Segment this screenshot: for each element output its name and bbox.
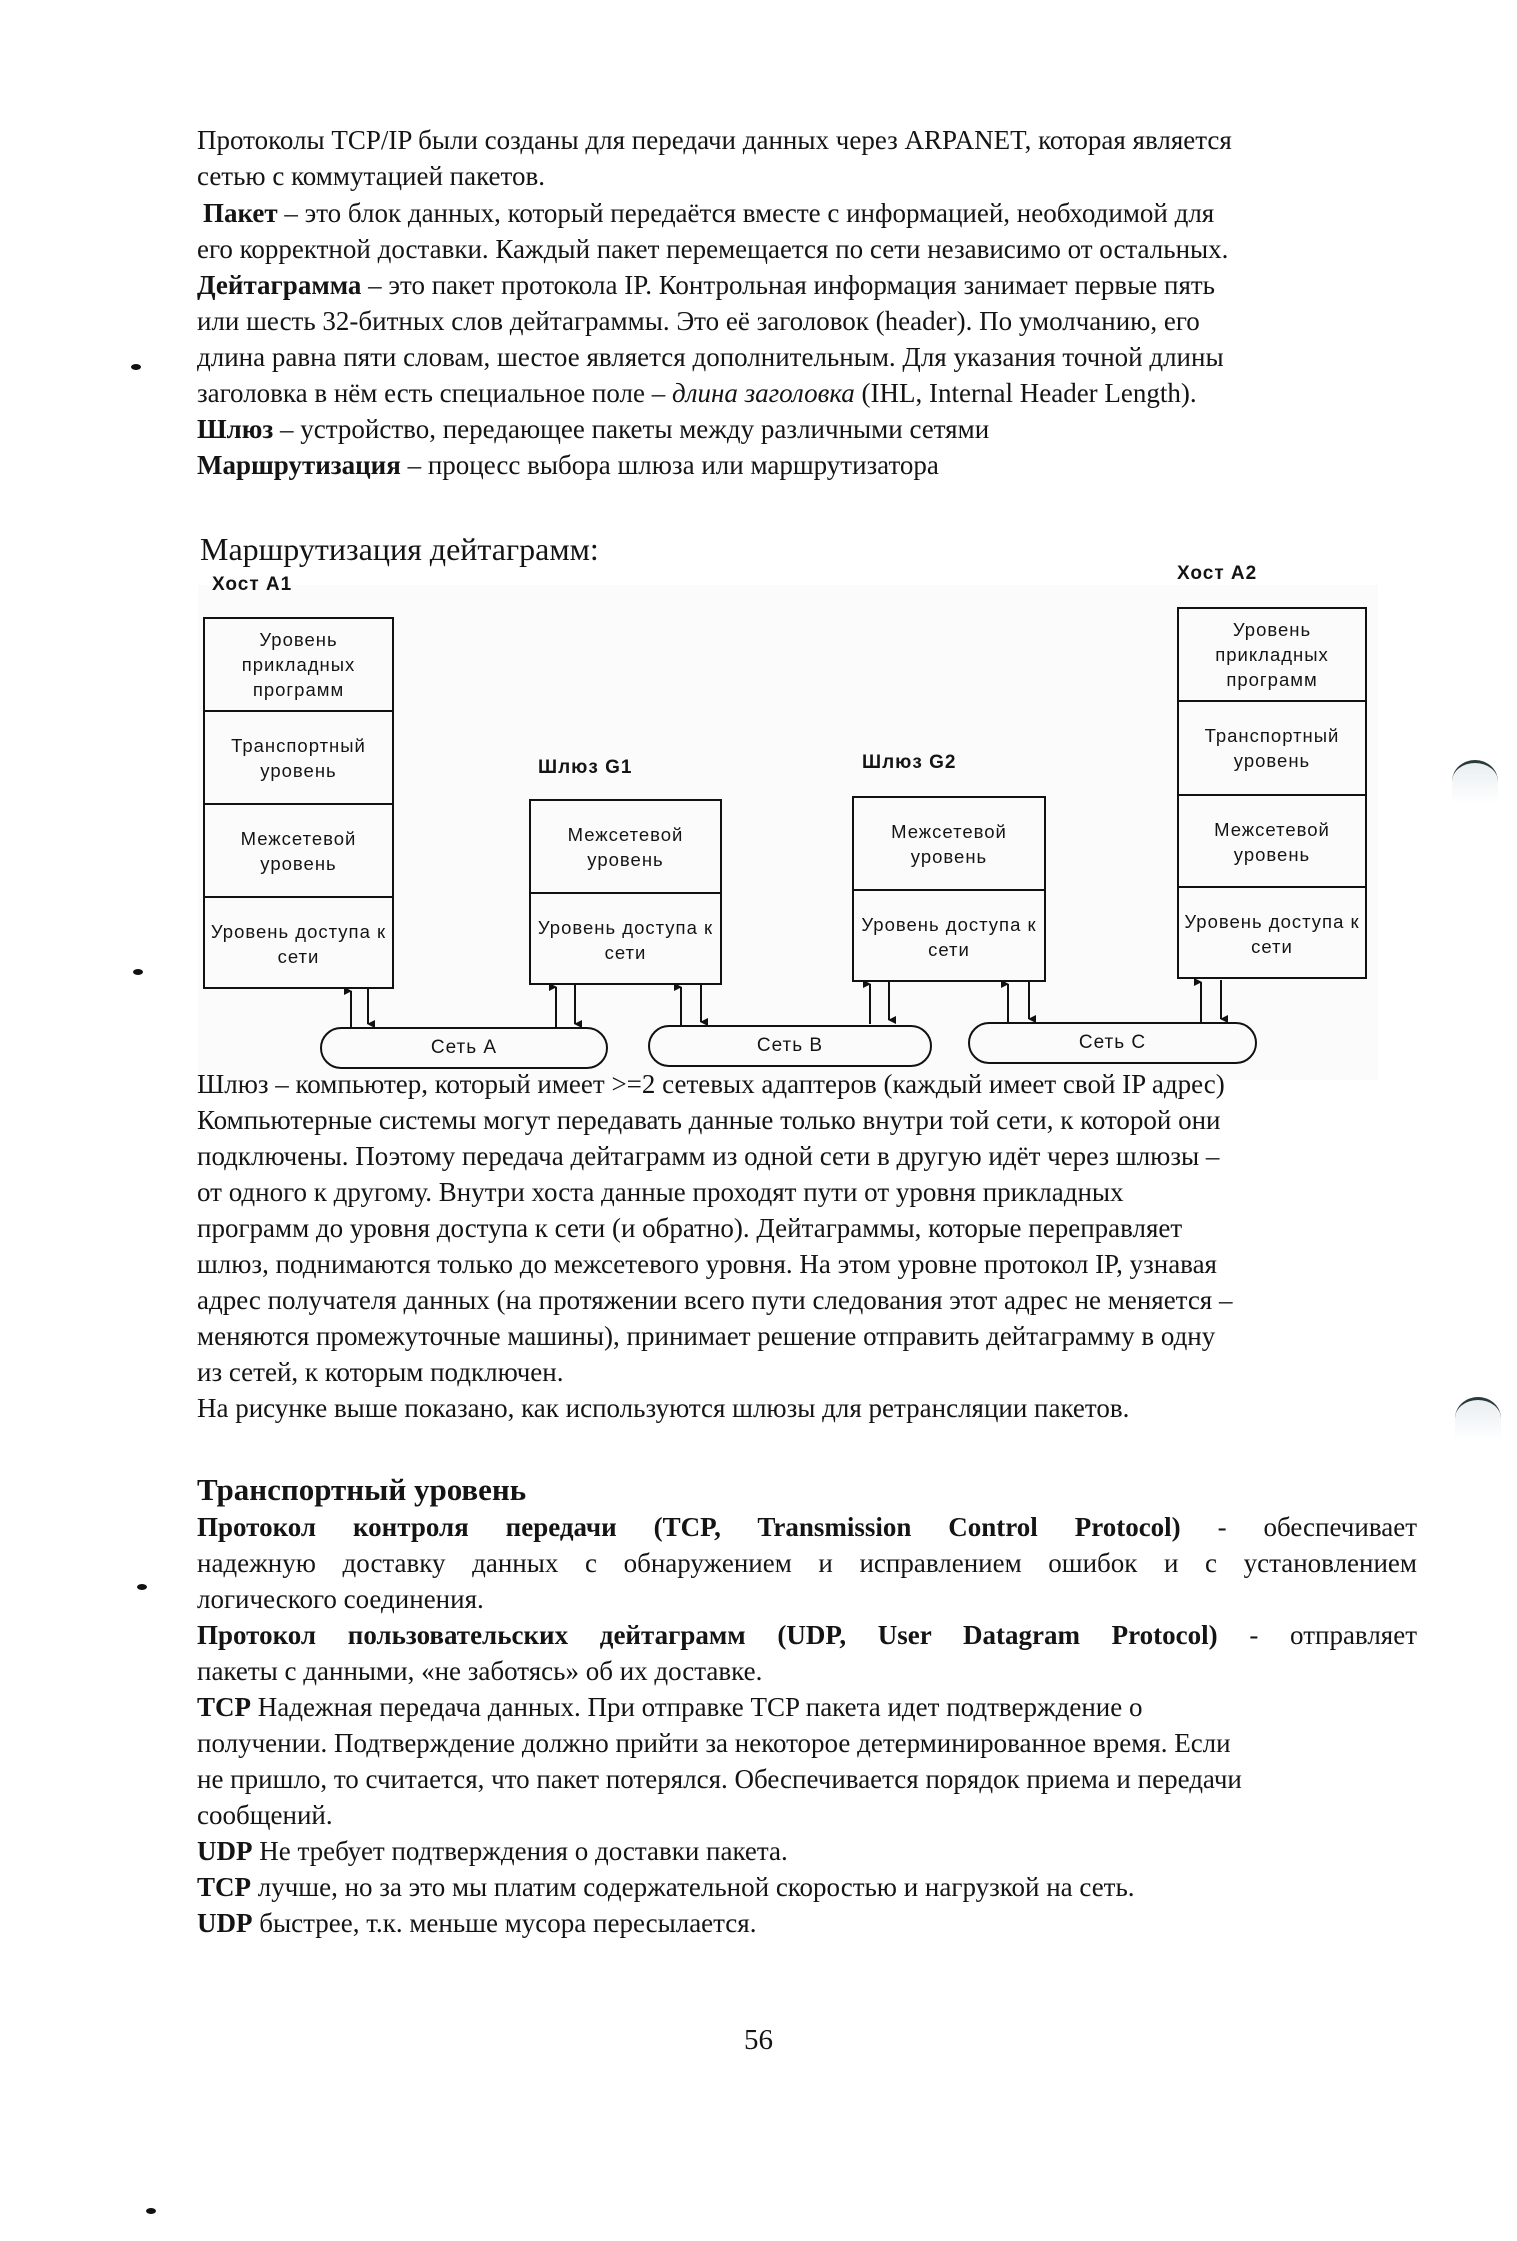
term-udp: UDP — [197, 1908, 253, 1938]
term-tcp-full: Протокол контроля передачи (TCP, Transmission Control Protocol) — [197, 1512, 1181, 1542]
udp-note-1: UDP Не требует подтверждения о доставки пакета. — [197, 1836, 788, 1866]
gateway-text-line-7: адрес получателя данных (на протяжении всего пути следования этот адрес не меняется – — [197, 1285, 1233, 1315]
definition-routing: Маршрутизация – процесс выбора шлюза или маршрутизатора — [197, 450, 939, 480]
scan-mark — [137, 1584, 147, 1590]
term-routing: Маршрутизация — [197, 450, 401, 480]
term-tcp: TCP — [197, 1872, 251, 1902]
tcp-definition-line-1: Протокол контроля передачи (TCP, Transmission Control Protocol) - обеспечивает — [197, 1512, 1417, 1542]
gateway-text-line-2: Компьютерные системы могут передавать данные только внутри той сети, к которой они — [197, 1105, 1221, 1135]
gateway-text-line-5: программ до уровня доступа к сети (и обратно). Дейтаграммы, которые переправляет — [197, 1213, 1183, 1243]
network-a: Сеть A — [320, 1027, 608, 1069]
section-heading-transport: Транспортный уровень — [197, 1472, 527, 1507]
definition-gateway: Шлюз – устройство, передающее пакеты между различными сетями — [197, 414, 990, 444]
gateway-text-line-8: меняются промежуточные машины), принимает решение отправить дейтаграмму в одну — [197, 1321, 1216, 1351]
tcp-note-line-1: TCP Надежная передача данных. При отправке TCP пакета идет подтверждение о — [197, 1692, 1143, 1722]
layer-internet: Межсетевой уровень — [1179, 794, 1365, 887]
scan-mark — [131, 364, 141, 370]
definition-datagram-line-4: заголовка в нём есть специальное поле – длина заголовка (IHL, Internal Header Length). — [197, 378, 1197, 408]
ihl-term: длина заголовка — [672, 378, 855, 408]
definition-packet-line-2: его корректной доставки. Каждый пакет перемещается по сети независимо от остальных. — [197, 234, 1229, 264]
udp-definition-line-2: пакеты с данными, «не заботясь» об их доставке. — [197, 1656, 763, 1686]
layer-network-access: Уровень доступа к сети — [854, 889, 1044, 982]
udp-definition-line-1: Протокол пользовательских дейтаграмм (UDP, User Datagram Protocol) - отправляет — [197, 1620, 1417, 1650]
layer-application: Уровень прикладных программ — [241, 629, 356, 700]
definition-packet: Пакет – это блок данных, который передаётся вместе с информацией, необходимой для — [203, 198, 1215, 228]
layer-internet: Межсетевой уровень — [205, 803, 392, 896]
layer-network-access: Уровень доступа к сети — [205, 896, 392, 989]
host-a2-stack — [1177, 607, 1367, 979]
gateway-text-line-3: подключены. Поэтому передача дейтаграмм из одной сети в другую идёт через шлюзы – — [197, 1141, 1220, 1171]
intro-line-2: сетью с коммутацией пакетов. — [197, 161, 545, 191]
tcp-note-line-2: получении. Подтверждение должно прийти за некоторое детерминированное время. Если — [197, 1728, 1231, 1758]
layer-internet: Межсетевой уровень — [891, 820, 1007, 867]
page-number: 56 — [744, 2024, 773, 2056]
diagram-title: Маршрутизация дейтаграмм: — [200, 531, 599, 567]
scan-mark — [146, 2208, 156, 2214]
gateway-text-line-9: из сетей, к которым подключен. — [197, 1357, 564, 1387]
term-udp: UDP — [197, 1836, 253, 1866]
gateway-g1-stack — [529, 799, 722, 985]
term-packet: Пакет — [203, 198, 278, 228]
gateway-text-line-6: шлюз, поднимаются только до межсетевого уровня. На этом уровне протокол IP, узнавая — [197, 1249, 1217, 1279]
host-a1-stack — [203, 617, 394, 989]
host-a2-label: Хост A2 — [1177, 563, 1258, 584]
gateway-g1-label: Шлюз G1 — [538, 757, 633, 778]
gateway-g2-stack — [852, 796, 1046, 982]
layer-network-access: Уровень доступа к сети — [531, 892, 720, 985]
tcp-note-line-4: сообщений. — [197, 1800, 333, 1830]
tcp-definition-line-3: логического соединения. — [197, 1584, 484, 1614]
term-datagram: Дейтаграмма — [197, 270, 362, 300]
network-c: Сеть C — [968, 1022, 1257, 1064]
udp-note-2: UDP быстрее, т.к. меньше мусора пересылается. — [197, 1908, 757, 1938]
network-b: Сеть B — [648, 1025, 932, 1067]
scan-mark — [133, 969, 143, 975]
layer-transport: Транспортный уровень — [1179, 700, 1365, 794]
tcp-note-2: TCP лучше, но за это мы платим содержательной скоростью и нагрузкой на сеть. — [197, 1872, 1135, 1902]
definition-datagram-line-2: или шесть 32-битных слов дейтаграммы. Это её заголовок (header). По умолчанию, его — [197, 306, 1200, 336]
definition-datagram: Дейтаграмма – это пакет протокола IP. Контрольная информация занимает первые пять — [197, 270, 1215, 300]
host-a1-label: Хост A1 — [212, 574, 293, 595]
intro-line-1: Протоколы TCP/IP были созданы для передачи данных через ARPANET, которая является — [197, 125, 1232, 155]
layer-network-access: Уровень доступа к сети — [1179, 886, 1365, 979]
layer-internet: Межсетевой уровень — [567, 823, 684, 870]
tcp-note-line-3: не пришло, то считается, что пакет потерялся. Обеспечивается порядок приема и передачи — [197, 1764, 1242, 1794]
gateway-g2-label: Шлюз G2 — [862, 752, 957, 773]
definition-datagram-line-3: длина равна пяти словам, шестое является дополнительным. Для указания точной длины — [197, 342, 1224, 372]
tcp-definition-line-2: надежную доставку данных с обнаружением и исправлением ошибок и с установлением — [197, 1548, 1417, 1578]
term-gateway: Шлюз — [197, 414, 274, 444]
gateway-text-line-4: от одного к другому. Внутри хоста данные проходят пути от уровня прикладных — [197, 1177, 1124, 1207]
gateway-text-line-1: Шлюз – компьютер, который имеет >=2 сетевых адаптеров (каждый имеет свой IP адрес) — [197, 1069, 1225, 1099]
punch-hole-shadow — [1452, 760, 1498, 803]
punch-hole-shadow — [1455, 1397, 1501, 1440]
layer-transport: Транспортный уровень — [205, 710, 392, 803]
gateway-text-line-10: На рисунке выше показано, как используются шлюзы для ретрансляции пакетов. — [197, 1393, 1130, 1423]
term-udp-full: Протокол пользовательских дейтаграмм (UDP, User Datagram Protocol) — [197, 1620, 1218, 1650]
term-tcp: TCP — [197, 1692, 251, 1722]
layer-application: Уровень прикладных программ — [1215, 619, 1329, 690]
